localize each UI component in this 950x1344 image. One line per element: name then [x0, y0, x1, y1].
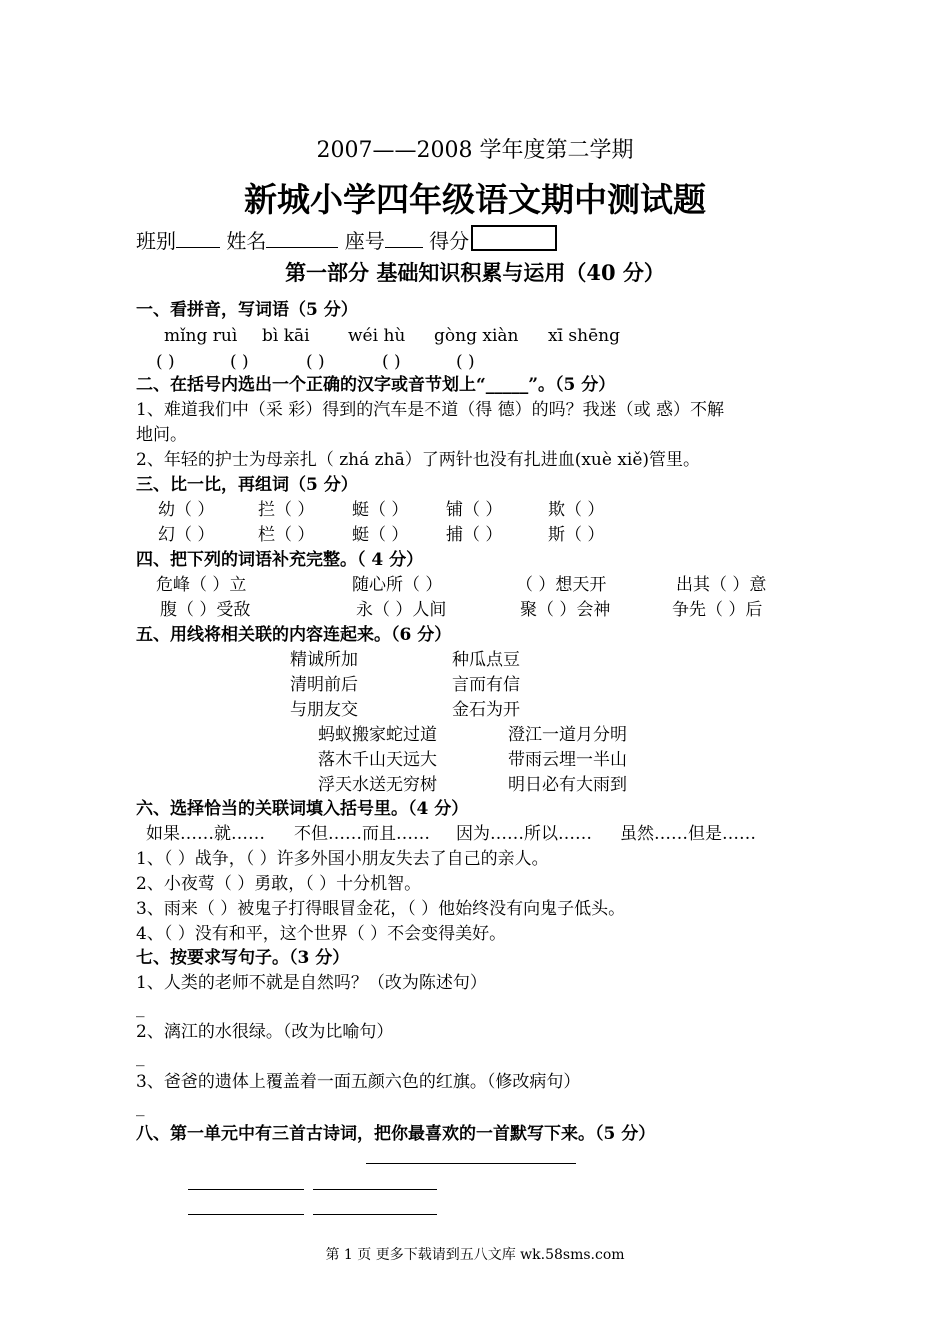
q5-right1-3: 金石为开: [452, 700, 520, 720]
q8-heading: 八、第一单元中有三首古诗词，把你最喜欢的一首默写下来。（5 分）: [136, 1124, 656, 1144]
name-blank[interactable]: [266, 227, 338, 248]
q3-r1-5[interactable]: 欺（ ）: [548, 500, 605, 520]
q5-left2-3: 浮天水送无穷树: [318, 775, 437, 795]
q1-pinyin-1: mǐng ruì: [164, 326, 238, 346]
q1-heading: 一、看拼音，写词语（5 分）: [136, 300, 358, 320]
q6-line-4: 4、（ ）没有和平，这个世界（ ）不会变得美好。: [136, 924, 507, 944]
q1-blank-4[interactable]: ( ): [382, 352, 401, 372]
q6-option-2: 不但……而且……: [294, 824, 430, 844]
q6-heading: 六、选择恰当的关联词填入括号里。（4 分）: [136, 799, 469, 819]
q3-r2-4[interactable]: 捕（ ）: [446, 525, 503, 545]
q6-line-2: 2、小夜莺（ ）勇敢，（ ）十分机智。: [136, 874, 422, 894]
q2-heading: [136, 373, 615, 397]
q7-item-3: 3、爸爸的遗体上覆盖着一面五颜六色的红旗。（修改病句）: [136, 1072, 581, 1092]
q3-r1-3[interactable]: 蜓（ ）: [352, 500, 409, 520]
q1-pinyin-3: wéi hù: [348, 326, 406, 346]
q1-pinyin-2: bì kāi: [262, 326, 310, 346]
q2-line-2: 2、年轻的护士为母亲扎（ zhá zhā）了两针也没有扎进血(xuè xiě)管里。: [136, 450, 701, 470]
q2-line-1-cont: 地问。: [136, 425, 187, 445]
poem-title-line[interactable]: [366, 1163, 576, 1164]
q1-pinyin-5: xī shēng: [548, 326, 620, 346]
q1-pinyin-4: gòng xiàn: [434, 326, 519, 346]
q7-answer-1[interactable]: _: [136, 998, 145, 1018]
score-label: 得分: [429, 229, 470, 253]
q6-line-3: 3、雨来（ ）被鬼子打得眼冒金花，（ ）他始终没有向鬼子低头。: [136, 899, 626, 919]
exam-title: 新城小学四年级语文期中测试题: [244, 180, 706, 219]
q6-option-4: 虽然……但是……: [620, 824, 756, 844]
q6-line-1: 1、（ ）战争，（ ）许多外国小朋友失去了自己的亲人。: [136, 849, 549, 869]
q5-right2-2: 带雨云埋一半山: [508, 750, 627, 770]
q3-r1-2[interactable]: 拦（ ）: [258, 500, 315, 520]
q3-heading: 三、比一比，再组词（5 分）: [136, 475, 358, 495]
q1-blank-5[interactable]: ( ): [456, 352, 475, 372]
page-footer: 第 1 页 更多下载请到五八文库 wk.58sms.com: [325, 1247, 625, 1263]
q3-r2-3[interactable]: 蜓（ ）: [352, 525, 409, 545]
q1-blank-2[interactable]: ( ): [230, 352, 249, 372]
q1-blank-1[interactable]: ( ): [156, 352, 175, 372]
part1-title: 第一部分 基础知识积累与运用（40 分）: [285, 260, 665, 285]
q2-heading-blank: _____: [485, 375, 529, 395]
q3-r1-4[interactable]: 铺（ ）: [446, 500, 503, 520]
q4-r1-1[interactable]: 危峰（ ）立: [156, 575, 247, 595]
q4-r2-2[interactable]: 永（ ）人间: [356, 600, 447, 620]
name-label: 姓名: [226, 229, 267, 253]
q6-option-1: 如果……就……: [146, 824, 265, 844]
q7-heading: 七、按要求写句子。（3 分）: [136, 948, 350, 968]
q4-r2-4[interactable]: 争先（ ）后: [672, 600, 763, 620]
q4-r1-4[interactable]: 出其（ ）意: [676, 575, 767, 595]
q3-r2-1[interactable]: 幻（ ）: [158, 525, 215, 545]
q7-answer-2[interactable]: _: [136, 1047, 145, 1067]
q5-right2-3: 明日必有大雨到: [508, 775, 627, 795]
q2-heading-text: 二、在括号内选出一个正确的汉字或音节划上“: [136, 375, 486, 395]
score-box[interactable]: [471, 225, 557, 251]
q3-r2-5[interactable]: 斯（ ）: [548, 525, 605, 545]
poem-line-1a[interactable]: [188, 1189, 304, 1190]
q6-option-3: 因为……所以……: [456, 824, 592, 844]
q3-r1-1[interactable]: 幼（ ）: [158, 500, 215, 520]
q2-line-1: 1、难道我们中（采 彩）得到的汽车是不道（得 德）的吗？我迷（或 惑）不解: [136, 400, 725, 420]
poem-line-2b[interactable]: [313, 1214, 437, 1215]
term-title: 2007——2008 学年度第二学期: [316, 138, 634, 163]
seat-label: 座号: [344, 229, 385, 253]
q5-left2-2: 落木千山天远大: [318, 750, 437, 770]
q5-right1-1: 种瓜点豆: [452, 650, 520, 670]
q4-r1-3[interactable]: （ ）想天开: [516, 575, 607, 595]
q7-item-1: 1、人类的老师不就是自然吗？（改为陈述句）: [136, 973, 487, 993]
q4-r1-2[interactable]: 随心所（ ）: [352, 575, 443, 595]
q2-heading-score: ”。（5 分）: [528, 375, 616, 395]
poem-line-2a[interactable]: [188, 1214, 304, 1215]
q4-heading: 四、把下列的词语补充完整。（ 4 分）: [136, 550, 424, 570]
seat-blank[interactable]: [385, 227, 423, 248]
q5-left2-1: 蚂蚁搬家蛇过道: [318, 725, 437, 745]
q7-answer-3[interactable]: _: [136, 1097, 145, 1117]
q5-heading: 五、用线将相关联的内容连起来。（6 分）: [136, 625, 452, 645]
student-info-line: [136, 225, 557, 255]
q5-right1-2: 言而有信: [452, 675, 520, 695]
q5-right2-1: 澄江一道月分明: [508, 725, 627, 745]
q4-r2-3[interactable]: 聚（ ）会神: [520, 600, 611, 620]
class-label: 班别: [136, 229, 176, 253]
q5-left1-1: 精诚所加: [290, 650, 358, 670]
q1-blank-3[interactable]: ( ): [306, 352, 325, 372]
poem-line-1b[interactable]: [313, 1189, 437, 1190]
class-blank[interactable]: [176, 227, 220, 248]
q3-r2-2[interactable]: 栏（ ）: [258, 525, 315, 545]
q7-item-2: 2、漓江的水很绿。（改为比喻句）: [136, 1022, 394, 1042]
q5-left1-3: 与朋友交: [290, 700, 358, 720]
q5-left1-2: 清明前后: [290, 675, 358, 695]
q4-r2-1[interactable]: 腹（ ）受敌: [160, 600, 251, 620]
